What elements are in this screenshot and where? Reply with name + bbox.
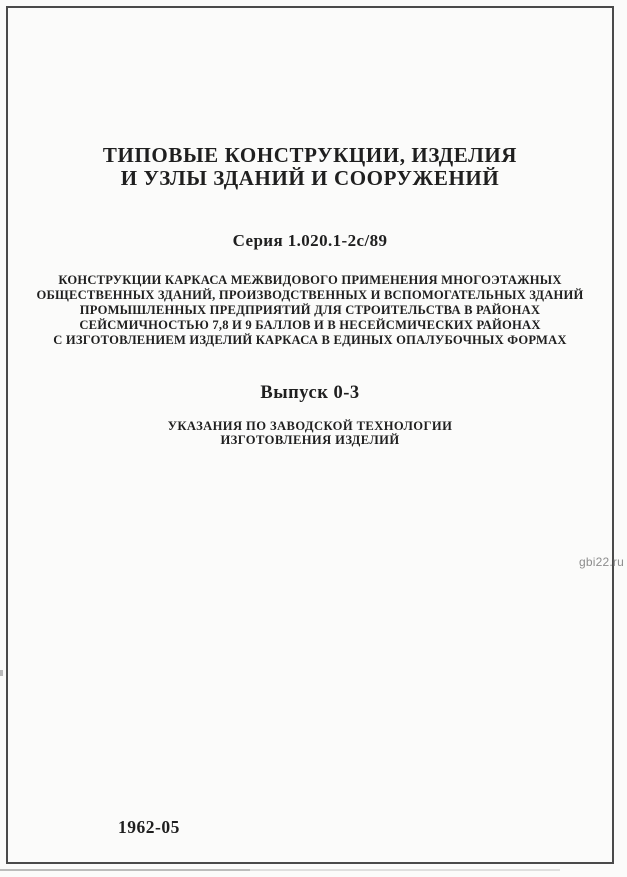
description-line: С ИЗГОТОВЛЕНИЕМ ИЗДЕЛИЙ КАРКАСА В ЕДИНЫХ ОПАЛУБОЧНЫХ ФОРМАХ (53, 333, 567, 347)
description-line: ОБЩЕСТВЕННЫХ ЗДАНИЙ, ПРОИЗВОДСТВЕННЫХ И ВСПОМОГАТЕЛЬНЫХ ЗДАНИЙ (36, 288, 584, 302)
issue-number: Выпуск 0-3 (260, 383, 360, 403)
document-title-line2: И УЗЛЫ ЗДАНИЙ И СООРУЖЕНИЙ (120, 166, 500, 190)
subtitle-line2: ИЗГОТОВЛЕНИЯ ИЗДЕЛИЙ (220, 433, 400, 447)
page-content (6, 0, 614, 877)
description-line: СЕЙСМИЧНОСТЬЮ 7,8 И 9 БАЛЛОВ И В НЕСЕЙСМИЧЕСКИХ РАЙОНАХ (79, 318, 541, 332)
scan-speck (0, 670, 3, 676)
document-description (6, 273, 614, 348)
watermark-gbi22: gbi22.ru (579, 555, 624, 569)
description-line: КОНСТРУКЦИИ КАРКАСА МЕЖВИДОВОГО ПРИМЕНЕНИЯ МНОГОЭТАЖНЫХ (58, 273, 562, 287)
series-number: Серия 1.020.1-2с/89 (232, 231, 388, 250)
subtitle-line1: УКАЗАНИЯ ПО ЗАВОДСКОЙ ТЕХНОЛОГИИ (167, 419, 453, 433)
description-line: ПРОМЫШЛЕННЫХ ПРЕДПРИЯТИЙ ДЛЯ СТРОИТЕЛЬСТВА В РАЙОНАХ (79, 303, 541, 317)
document-title-line1: ТИПОВЫЕ КОНСТРУКЦИИ, ИЗДЕЛИЯ (102, 143, 518, 167)
document-subtitle (6, 419, 614, 447)
document-title (6, 144, 614, 190)
document-code: 1962-05 (118, 817, 180, 837)
